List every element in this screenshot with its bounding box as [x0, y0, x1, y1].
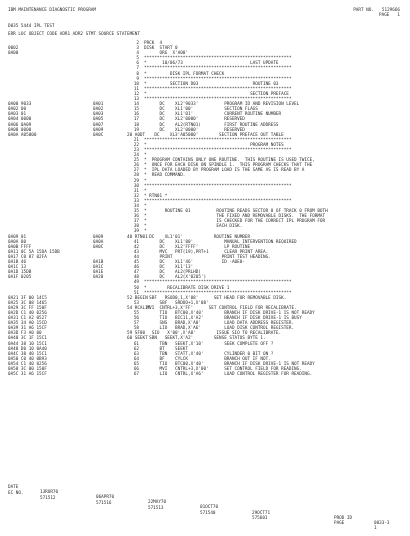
listing-adr: 0A0A: [93, 239, 104, 245]
listing-source: MVC PRT(19),PRT+1 CLEAR PRINT AREA.: [144, 249, 269, 255]
listing-source: SBF SRDOO+1,X'08': [144, 300, 209, 306]
listing-source: *********************************************************: [144, 290, 292, 296]
footer-col-3-bottom: 571540: [200, 510, 216, 516]
listing-loc: 0A5C 31 A6 15CF: [8, 372, 47, 378]
listing-stmt: 26: [133, 163, 139, 169]
listing-loc: 0A06 0A09: [8, 122, 32, 128]
listing-source: *: [144, 229, 147, 235]
listing-loc: 0A2D C1 40 0256: [8, 310, 47, 316]
listing-stmt: 5: [136, 56, 139, 62]
listing-source: * THE FIXED AND REMOVABLE DISKS. THE FORMAT: [144, 214, 326, 220]
listing-stmt: 6: [136, 61, 139, 67]
listing-loc: 0A58 3C 00 150F: [8, 367, 47, 372]
listing-loc: 0A44 38 10 15C1: [8, 341, 47, 347]
listing-loc: 0A50 C0 40 0B93: [8, 356, 47, 362]
listing-source: DC XL3'A05000' SECTION PREFACE OUT TABLE: [144, 132, 284, 138]
listing-stmt: 27: [133, 168, 139, 174]
listing-adr: 0A05: [93, 117, 104, 123]
footer-col-4-bottom: 575601: [252, 516, 268, 522]
listing-source: LIO BRAD,X'A6' LOAD DISK CONTROL REGISTER.: [144, 326, 295, 332]
listing-source: SIO X'00',X'A0' ISSUE SIO TO RECALIBRATE.: [144, 331, 282, 337]
listing-source: *********************************************************: [144, 66, 292, 72]
listing-source: *********************************************************: [144, 76, 292, 82]
listing-loc: 0A11 0C 5A 15DA 15DB: [8, 249, 60, 255]
listing-source: * IPL DATA LOADED BY PROGRAM LOAD IS THE SAME AS IS READ BY A: [144, 168, 305, 174]
listing-loc: 0A1D 15DB: [8, 270, 32, 276]
listing-loc: 0A39 31 A6 15CF: [8, 326, 47, 332]
listing-stmt: 54 RCALIT: [127, 305, 151, 311]
listing-loc: 0A03 01: [8, 112, 27, 118]
page-label: PAGE: [379, 13, 390, 19]
listing-source: * READ COMMAND.: [144, 173, 186, 179]
listing-stmt: 12: [133, 91, 139, 97]
page-number: 1: [397, 13, 400, 19]
listing-source: DC XL2'9033' PROGRAM ID AND REVISION LEVEL: [144, 102, 300, 108]
part-info: [353, 8, 400, 18]
listing-source: BF CYLCK BRANCH OUT IF NOT.: [144, 356, 271, 362]
listing-adr: 0A07: [93, 122, 104, 128]
listing-source: * SECTION D03 ROUTINE 03: [144, 81, 279, 87]
footer: [8, 480, 404, 532]
listing-stmt: 44: [133, 254, 139, 260]
listing-stmt: 29: [133, 178, 139, 184]
listing-stmt: 64: [133, 356, 139, 362]
listing-adr: 0A09: [93, 234, 104, 240]
listing-stmt: 48: [133, 275, 139, 281]
listing-adr: 0A01: [93, 102, 104, 108]
listing-loc: 0A04 0000: [8, 117, 32, 123]
listing-source: SBF RSOD0,1,X'08' SET HEAD FOR REMOVABLE DISK.: [144, 295, 287, 301]
listing-stmt: 43: [133, 249, 139, 255]
listing-loc: 0A1B 46: [8, 260, 27, 266]
listing-loc: 0A4C 38 40 15C1: [8, 351, 47, 357]
footer-col-1-top: 06APR70: [96, 495, 115, 501]
listing-stmt: 67: [133, 372, 139, 378]
listing-source: *: [144, 204, 147, 209]
listing-source: * PROGRAM NOTES: [144, 142, 284, 148]
listing-stmt: 21: [133, 137, 139, 143]
listing-stmt: 61: [133, 341, 139, 347]
listing-stmt: 33: [133, 198, 139, 204]
footer-date-value: 13RUR70: [40, 490, 59, 496]
listing-line: [8, 372, 404, 377]
part-no-label: PART NO.: [353, 8, 374, 13]
listing-stmt: 59 SF00: [127, 331, 146, 337]
listing-stmt: 28: [133, 173, 139, 179]
listing-adr: 0A03: [93, 112, 104, 118]
listing-source: BT SEEKT: [144, 346, 188, 352]
listing-stmt: 14: [133, 102, 139, 108]
listing-stmt: 4: [136, 51, 139, 57]
listing-stmt: 35: [133, 209, 139, 215]
listing-stmt: 31: [133, 188, 139, 194]
listing-stmt: 53: [133, 300, 139, 306]
listing-adr: 0A0C: [93, 244, 104, 250]
listing-stmt: 47: [133, 270, 139, 276]
listing-loc: 0A02 00: [8, 107, 27, 113]
listing-source: TIO BTC00,X'40' BRANCH IF DISK DRIVE-1 IS NOT READY: [144, 310, 315, 316]
listing-source: DC XL1'46' ID -A0E0-: [144, 260, 245, 266]
listing-loc: 0002: [8, 46, 19, 52]
listing-stmt: 63: [133, 351, 139, 357]
listing-loc: 0A25 3C 08 1465: [8, 300, 47, 306]
listing-stmt: 37: [133, 219, 139, 225]
footer-prod-id-label: PROD ID: [334, 515, 353, 521]
listing-source: *: [144, 178, 147, 184]
listing-stmt: 17: [133, 117, 139, 123]
listing-stmt: 41: [133, 239, 139, 245]
listing-adr: 0A20: [93, 275, 104, 281]
listing-adr: 0A1B: [93, 260, 104, 266]
listing-source: DC XL2'0000' RESERVED: [144, 127, 245, 133]
listing-stmt: 45: [133, 260, 139, 266]
listing-stmt: 60 SEEKT: [127, 336, 148, 342]
listing-source: * ONCE FOR EACH DISK ON SPINDLE 1. THIS PROGRAM CHECKS THAT THE: [144, 163, 313, 169]
listing-source: MVI CNTRL+3,X'00' SET CONTROL FIELD FOR READING.: [144, 367, 302, 372]
listing-stmt: 19: [133, 127, 139, 133]
listing-stmt: 16: [133, 112, 139, 118]
program-title: IBM MAINTENANCE DIAGNOSTIC PROGRAM: [8, 8, 96, 13]
listing-stmt: 50: [133, 285, 139, 291]
listing-stmt: 55: [133, 310, 139, 316]
listing-source: TIO BIC11,X'A2' BRANCH IF DISK DRIVE-1 IS BUSY: [144, 316, 302, 322]
listing-loc: 0A1C 13: [8, 265, 27, 271]
listing-source: DC XL1'80' MANUAL INTERVENTION REQUIRED: [144, 239, 297, 245]
footer-ec-value: 571512: [40, 495, 56, 501]
listing-stmt: 3: [136, 46, 139, 52]
listing-source: DISK START 0: [144, 46, 178, 52]
listing-stmt: 39: [133, 229, 139, 235]
listing-source: DC XL1'01' ROUTINE NUMBER: [144, 234, 251, 240]
source-listing: [8, 41, 404, 377]
listing-source: SNS BRAD,X'A0' LOAD DATA ADDRESS REGISTER.: [144, 321, 295, 327]
listing-stmt: 10: [133, 81, 139, 87]
listing-stmt: 62: [133, 346, 139, 352]
listing-loc: 0A0B FFFF: [8, 244, 32, 250]
listing-source: *********************************************************: [144, 280, 292, 286]
footer-col-4-top: 29OCT71: [252, 510, 271, 516]
footer-ec-label: EC NO.: [8, 490, 24, 496]
listing-source: TIO BTC00,X'40' BRANCH IF DISK DRIVE-1 IS NOT READY: [144, 361, 315, 367]
listing-stmt: 65: [133, 361, 139, 367]
listing-source: *********************************************************: [144, 86, 292, 92]
listing-source: DC XL2'FFFF' LP ROUTINE: [144, 244, 251, 250]
listing-source: * PROGRAM CONTAINS ONLY ONE ROUTINE. THIS ROUTINE IS USED TWICE,: [144, 158, 315, 164]
listing-source: * SECTION PREFACE: [144, 91, 289, 97]
listing-stmt: 11: [133, 86, 139, 92]
listing-stmt: 9: [136, 76, 139, 82]
listing-source: *********************************************************: [144, 198, 292, 204]
listing-source: * DISK IPL FORMAT CHECK: [144, 71, 225, 77]
listing-loc: 0A40 3C 1F 15C1: [8, 336, 47, 342]
listing-loc: 0A00: [8, 51, 19, 57]
footer-page-value: 1: [374, 526, 377, 532]
listing-stmt: 66: [133, 367, 139, 372]
listing-loc: 0A48 D0 10 0A40: [8, 346, 47, 352]
footer-page-label: PAGE: [334, 521, 345, 527]
listing-stmt: 56: [133, 316, 139, 322]
listing-source: PRINT PRINT TEST HEADING.: [144, 254, 271, 260]
listing-source: * EACH DISK.: [144, 224, 243, 230]
listing-stmt: 52 BEGIN: [127, 295, 148, 301]
listing-stmt: 22: [133, 142, 139, 148]
listing-adr: 0A1E: [93, 270, 104, 276]
listing-stmt: 38: [133, 224, 139, 230]
listing-source: DC XL1'13': [144, 265, 194, 271]
listing-stmt: 24: [133, 153, 139, 159]
listing-adr: 0A02: [93, 107, 104, 113]
listing-loc: 0A21 3F 00 14C5: [8, 295, 47, 301]
listing-source: MVI CNTRL+3,X'FF' SET CONTROL FIELD FOR RECALIBRATE.: [144, 305, 297, 311]
listing-adr: 0A09: [93, 127, 104, 133]
listing-stmt: 15: [133, 107, 139, 113]
listing-loc: 0A1F 0205: [8, 275, 32, 281]
footer-col-1-bottom: 571516: [96, 500, 112, 506]
listing-loc: 0A3D F3 A0 00: [8, 331, 42, 337]
listing-source: DC XL1'01' CURRENT ROUTINE NUMBER: [144, 112, 282, 118]
listing-source: *********************************************************: [144, 183, 292, 189]
listing-source: SBN SEEKT,X'A2' SENSE STATUS BYTE 1.: [144, 336, 266, 342]
listing-source: PRCK 4: [144, 41, 163, 46]
listing-stmt: 49: [133, 280, 139, 286]
listing-source: *********************************************************: [144, 137, 292, 143]
listing-source: * IS CHECKED FOR THE CORRECT IPL PROGRAM FOR: [144, 219, 326, 225]
listing-subtitle: D035 5444 IPL TEST: [8, 24, 55, 29]
listing-stmt: 13: [133, 97, 139, 103]
listing-source: TBN STATT,X'40' CYLINDER 0 BIT ON ?: [144, 351, 274, 357]
listing-stmt: 30: [133, 183, 139, 189]
listing-stmt: 34: [133, 204, 139, 209]
listing-loc: 0A17 C0 87 02FA: [8, 254, 47, 260]
listing-stmt: 2: [136, 41, 139, 46]
listing-source: *********************************************************: [144, 147, 292, 153]
listing-loc: 0A09 01: [8, 234, 27, 240]
listing-source: * 10/06/73 LAST UPDATE: [144, 61, 279, 67]
footer-col-3-top: 01OCT70: [200, 505, 219, 511]
listing-loc: 0A08 0000: [8, 127, 32, 133]
listing-source: DC XL1'00' SECTION FLAGS: [144, 107, 258, 113]
listing-source: * RECALIBRATE DISK DRIVE 1: [144, 285, 230, 291]
listing-loc: 0A0A A05000: [8, 132, 37, 138]
listing-source: ORG X'A00': [144, 51, 188, 57]
listing-stmt: 25: [133, 158, 139, 164]
listing-source: DC AL2(PRLHD): [144, 270, 201, 276]
listing-stmt: 57: [133, 321, 139, 327]
listing-source: *: [144, 188, 147, 194]
listing-stmt: 8: [136, 71, 139, 77]
listing-source: LIO CNTRL,X'A6' LOAD CONTROL REGISTER FOR READING.: [144, 372, 313, 378]
footer-date-label: DATE: [8, 485, 19, 491]
listing-stmt: 46: [133, 265, 139, 271]
listing-stmt: 20 A0DT: [127, 132, 146, 138]
listing-loc: 0A0A 80: [8, 239, 27, 245]
listing-stmt: 42: [133, 244, 139, 250]
listing-loc: 0A00 9033: [8, 102, 32, 108]
listing-loc: 0A31 C1 A2 0527: [8, 316, 47, 322]
listing-source: DC AL2(X'0205'): [144, 275, 207, 281]
listing-stmt: 7: [136, 66, 139, 72]
listing-source: *: [144, 153, 147, 159]
footer-col-2-bottom: 571513: [148, 505, 164, 511]
listing-source: * RTN01 *: [144, 193, 168, 199]
listing-stmt: 58: [133, 326, 139, 332]
listing-adr: 0A0C: [93, 132, 104, 138]
column-header: ERR LOC OBJECT CODE ADR1 ADR2 STMT SOURCE STATEMENT: [8, 32, 140, 37]
listing-stmt: 32: [133, 193, 139, 199]
listing-stmt: 18: [133, 122, 139, 128]
listing-stmt: 36: [133, 214, 139, 220]
listing-source: DC XL2'0000' RESERVED: [144, 117, 245, 123]
listing-loc: 0A54 C1 40 0256: [8, 361, 47, 367]
footer-prod-id-value: 0033-3: [374, 520, 390, 526]
listing-stmt: 23: [133, 147, 139, 153]
listing-loc: 0A29 3C FF 150F: [8, 305, 47, 311]
listing-source: * ROUTINE 01 ROUTINE READS SECTOR 0 OF TRACK 0 FROM BOTH: [144, 209, 328, 215]
listing-source: TBN SEEKT,X'10' SEEK COMPLETE OFF ?: [144, 341, 274, 347]
listing-source: *********************************************************: [144, 97, 292, 103]
listing-loc: 0A35 34 A0 15CD: [8, 321, 47, 327]
part-no-value: 5129666: [381, 8, 400, 13]
listing-source: DC AL2(RTN01) FIRST ROUTINE ADDRESS: [144, 122, 279, 128]
listing-source: *********************************************************: [144, 56, 292, 62]
listing-stmt: 40 RTN01: [127, 234, 148, 240]
footer-col-2-top: 22MAY70: [148, 500, 167, 506]
listing-stmt: 51: [133, 290, 139, 296]
listing-adr: 0A1C: [93, 265, 104, 271]
